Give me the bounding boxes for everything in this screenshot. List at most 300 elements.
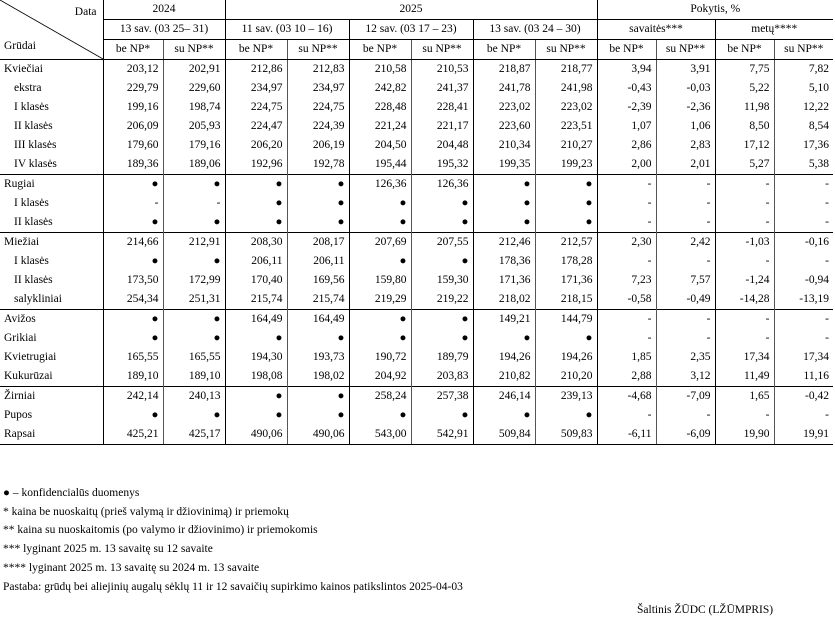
table-cell: ● — [535, 406, 597, 425]
table-cell: 218,77 — [535, 60, 597, 80]
table-cell: 194,26 — [535, 348, 597, 367]
table-cell: ● — [411, 406, 473, 425]
table-cell: 212,83 — [287, 60, 349, 80]
table-cell: 509,83 — [535, 425, 597, 445]
table-cell: 189,06 — [163, 155, 225, 175]
su-np-header: su NP** — [774, 40, 833, 60]
table-cell: 224,75 — [287, 98, 349, 117]
footnote: Pastaba: grūdų bei aliejinių augalų sėklų 11 ir 12 savaičių supirkimo kainos patikslintos 2025-04-03 — [3, 580, 463, 593]
table-cell: 8,50 — [715, 117, 774, 136]
row-label: Miežiai — [0, 233, 103, 253]
table-cell: 210,27 — [535, 136, 597, 155]
table-cell: ● — [473, 194, 535, 213]
table-cell: 17,12 — [715, 136, 774, 155]
table-cell: ● — [411, 252, 473, 271]
table-cell: ● — [287, 213, 349, 233]
row-label: II klasės — [14, 120, 53, 132]
table-cell: ● — [411, 194, 473, 213]
table-cell: 1,06 — [656, 117, 715, 136]
table-cell: - — [597, 329, 656, 348]
year-2025-header: 2025 — [225, 0, 597, 20]
table-cell: 215,74 — [225, 290, 287, 310]
row-label: Žirniai — [0, 387, 103, 407]
table-cell: - — [774, 406, 833, 425]
table-cell: ● — [225, 194, 287, 213]
table-cell: ● — [103, 175, 163, 195]
table-cell: 2,30 — [597, 233, 656, 253]
be-np-header: be NP* — [349, 40, 411, 60]
table-cell: 223,02 — [535, 98, 597, 117]
table-cell: ● — [163, 175, 225, 195]
table-cell: - — [597, 175, 656, 195]
table-cell: -0,16 — [774, 233, 833, 253]
table-cell: 229,79 — [103, 79, 163, 98]
table-cell: -6,09 — [656, 425, 715, 445]
row-label: I klasės — [14, 255, 49, 267]
table-cell: 12,22 — [774, 98, 833, 117]
table-cell: 192,78 — [287, 155, 349, 175]
table-cell: 212,57 — [535, 233, 597, 253]
table-cell: 223,51 — [535, 117, 597, 136]
table-cell: 126,36 — [349, 175, 411, 195]
table-cell: - — [715, 310, 774, 330]
table-cell: 228,48 — [349, 98, 411, 117]
row-label: Avižos — [0, 310, 103, 330]
table-cell: ● — [349, 310, 411, 330]
table-cell: 204,92 — [349, 367, 411, 387]
table-cell: 208,17 — [287, 233, 349, 253]
table-body — [0, 60, 833, 445]
row-label: Rapsai — [0, 425, 103, 445]
table-cell: - — [715, 329, 774, 348]
table-cell: 11,16 — [774, 367, 833, 387]
table-cell: 2,01 — [656, 155, 715, 175]
table-cell: 159,30 — [411, 271, 473, 290]
table-cell: - — [656, 175, 715, 195]
table-cell: ● — [473, 213, 535, 233]
table-cell: -1,24 — [715, 271, 774, 290]
table-cell: 241,98 — [535, 79, 597, 98]
table-cell: -2,39 — [597, 98, 656, 117]
table-cell: 144,79 — [535, 310, 597, 330]
table-cell: - — [656, 252, 715, 271]
table-cell: 258,24 — [349, 387, 411, 407]
table-cell: 207,69 — [349, 233, 411, 253]
table-cell: ● — [163, 406, 225, 425]
header-corner — [0, 0, 103, 60]
table-cell: 509,84 — [473, 425, 535, 445]
table-cell: 199,23 — [535, 155, 597, 175]
table-cell: - — [774, 252, 833, 271]
table-cell: 171,36 — [535, 271, 597, 290]
table-row — [0, 175, 833, 195]
table-cell: -0,94 — [774, 271, 833, 290]
table-cell: -7,09 — [656, 387, 715, 407]
table-cell: 425,21 — [103, 425, 163, 445]
table-cell: 212,46 — [473, 233, 535, 253]
table-cell: ● — [225, 213, 287, 233]
table-cell: 204,50 — [349, 136, 411, 155]
table-cell: 203,83 — [411, 367, 473, 387]
table-cell: 206,11 — [225, 252, 287, 271]
table-cell: ● — [349, 213, 411, 233]
table-cell: 210,82 — [473, 367, 535, 387]
table-cell: 193,73 — [287, 348, 349, 367]
week-header-13: 13 sav. (03 24 – 30) — [473, 20, 597, 40]
table-row — [0, 155, 833, 175]
row-label: Rugiai — [0, 175, 103, 195]
table-row — [0, 329, 833, 348]
table-cell: 241,78 — [473, 79, 535, 98]
table-cell: 218,02 — [473, 290, 535, 310]
su-np-header: su NP** — [287, 40, 349, 60]
table-cell: ● — [225, 406, 287, 425]
table-cell: 165,55 — [163, 348, 225, 367]
table-cell: ● — [103, 252, 163, 271]
table-cell: 2,88 — [597, 367, 656, 387]
table-cell: 242,82 — [349, 79, 411, 98]
table-cell: ● — [535, 213, 597, 233]
table-cell: 179,60 — [103, 136, 163, 155]
su-np-header: su NP** — [535, 40, 597, 60]
table-cell: 7,75 — [715, 60, 774, 80]
table-cell: ● — [287, 329, 349, 348]
table-cell: 212,86 — [225, 60, 287, 80]
table-cell: 206,20 — [225, 136, 287, 155]
table-cell: - — [656, 194, 715, 213]
table-cell: 2,35 — [656, 348, 715, 367]
row-label: I klasės — [14, 101, 49, 113]
table-row — [0, 425, 833, 445]
table-cell: - — [774, 175, 833, 195]
table-cell: 542,91 — [411, 425, 473, 445]
table-cell: 5,38 — [774, 155, 833, 175]
table-cell: 251,31 — [163, 290, 225, 310]
table-cell: -0,58 — [597, 290, 656, 310]
table-cell: 221,24 — [349, 117, 411, 136]
table-cell: 199,16 — [103, 98, 163, 117]
table-cell: ● — [349, 252, 411, 271]
table-cell: - — [774, 310, 833, 330]
table-cell: 210,34 — [473, 136, 535, 155]
table-cell: 490,06 — [225, 425, 287, 445]
table-cell: ● — [287, 194, 349, 213]
table-row — [0, 406, 833, 425]
table-cell: 169,56 — [287, 271, 349, 290]
row-label: ekstra — [14, 82, 42, 94]
table-row — [0, 60, 833, 80]
table-cell: - — [597, 213, 656, 233]
table-cell: 11,98 — [715, 98, 774, 117]
table-cell: 219,29 — [349, 290, 411, 310]
corner-data-label: Data — [74, 6, 97, 18]
table-cell: - — [715, 194, 774, 213]
table-cell: 224,47 — [225, 117, 287, 136]
table-cell: - — [163, 194, 225, 213]
table-cell: 1,85 — [597, 348, 656, 367]
np-header-row — [0, 40, 833, 60]
table-cell: 3,94 — [597, 60, 656, 80]
table-cell: - — [656, 310, 715, 330]
be-np-header: be NP* — [225, 40, 287, 60]
table-cell: 218,15 — [535, 290, 597, 310]
table-cell: ● — [535, 329, 597, 348]
table-cell: 171,36 — [473, 271, 535, 290]
table-cell: 126,36 — [411, 175, 473, 195]
table-cell: - — [103, 194, 163, 213]
table-cell: 189,10 — [163, 367, 225, 387]
week-header-2024: 13 sav. (03 25– 31) — [103, 20, 225, 40]
corner-grudai-label: Grūdai — [4, 40, 36, 52]
table-cell: ● — [411, 310, 473, 330]
be-np-header: be NP* — [103, 40, 163, 60]
change-header: Pokytis, % — [597, 0, 833, 20]
table-cell: 2,86 — [597, 136, 656, 155]
table-cell: ● — [103, 329, 163, 348]
table-cell: 221,17 — [411, 117, 473, 136]
table-row — [0, 348, 833, 367]
table-cell: 11,49 — [715, 367, 774, 387]
table-cell: ● — [225, 175, 287, 195]
footnote: *** lyginant 2025 m. 13 savaitę su 12 savaite — [3, 543, 213, 556]
table-cell: ● — [103, 310, 163, 330]
table-cell: 164,49 — [287, 310, 349, 330]
table-cell: 228,41 — [411, 98, 473, 117]
row-label: Grikiai — [4, 332, 37, 344]
table-cell: 1,65 — [715, 387, 774, 407]
week-header-12: 12 sav. (03 17 – 23) — [349, 20, 473, 40]
table-cell: - — [597, 194, 656, 213]
table-cell: 198,02 — [287, 367, 349, 387]
table-cell: 165,55 — [103, 348, 163, 367]
table-cell: 206,19 — [287, 136, 349, 155]
table-cell: ● — [163, 329, 225, 348]
be-np-header: be NP* — [473, 40, 535, 60]
table-cell: ● — [473, 175, 535, 195]
table-cell: - — [656, 213, 715, 233]
footnote: ● – konfidencialūs duomenys — [3, 487, 140, 499]
table-cell: 240,13 — [163, 387, 225, 407]
table-cell: 159,80 — [349, 271, 411, 290]
table-cell: 203,12 — [103, 60, 163, 80]
table-cell: 189,10 — [103, 367, 163, 387]
year-change-header: metų**** — [715, 20, 833, 40]
table-cell: -14,28 — [715, 290, 774, 310]
table-cell: 190,72 — [349, 348, 411, 367]
table-cell: 218,87 — [473, 60, 535, 80]
footnote: ** kaina su nuoskaitomis (po valymo ir džiovinimo) ir priemokomis — [3, 524, 318, 537]
table-cell: 223,60 — [473, 117, 535, 136]
table-cell: ● — [225, 329, 287, 348]
table-cell: 234,97 — [225, 79, 287, 98]
row-label: IV klasės — [14, 158, 57, 170]
table-cell: -4,68 — [597, 387, 656, 407]
week-header-11: 11 sav. (03 10 – 16) — [225, 20, 349, 40]
table-cell: 212,91 — [163, 233, 225, 253]
su-np-header: su NP** — [656, 40, 715, 60]
table-cell: 210,53 — [411, 60, 473, 80]
table-row — [0, 213, 833, 233]
table-cell: 195,32 — [411, 155, 473, 175]
table-cell: 17,34 — [715, 348, 774, 367]
table-cell: - — [715, 213, 774, 233]
table-cell: 205,93 — [163, 117, 225, 136]
table-cell: 198,08 — [225, 367, 287, 387]
table-cell: - — [774, 213, 833, 233]
table-cell: 229,60 — [163, 79, 225, 98]
table-cell: 241,37 — [411, 79, 473, 98]
table-cell: 189,79 — [411, 348, 473, 367]
su-np-header: su NP** — [163, 40, 225, 60]
table-cell: 192,96 — [225, 155, 287, 175]
table-cell: 170,40 — [225, 271, 287, 290]
table-cell: 199,35 — [473, 155, 535, 175]
source-note: Šaltinis ŽŪDC (LŽŪMPRIS) — [637, 604, 774, 616]
row-label: I klasės — [14, 197, 49, 209]
table-cell: 425,17 — [163, 425, 225, 445]
footnote: * kaina be nuoskaitų (prieš valymą ir džiovinimą) ir priemokų — [3, 505, 289, 518]
table-cell: 223,02 — [473, 98, 535, 117]
footnote: **** lyginant 2025 m. 13 savaitę su 2024 m. 13 savaite — [3, 561, 260, 574]
table-cell: 2,00 — [597, 155, 656, 175]
table-row — [0, 271, 833, 290]
table-cell: 204,48 — [411, 136, 473, 155]
table-row — [0, 310, 833, 330]
table-cell: 257,38 — [411, 387, 473, 407]
table-cell: 8,54 — [774, 117, 833, 136]
table-cell: 19,91 — [774, 425, 833, 445]
table-cell: ● — [163, 213, 225, 233]
su-np-header: su NP** — [411, 40, 473, 60]
table-cell: 234,97 — [287, 79, 349, 98]
table-cell: 194,26 — [473, 348, 535, 367]
table-cell: ● — [411, 213, 473, 233]
table-cell: 210,58 — [349, 60, 411, 80]
week-change-header: savaitės*** — [597, 20, 715, 40]
table-cell: 7,82 — [774, 60, 833, 80]
table-row — [0, 290, 833, 310]
table-cell: 5,27 — [715, 155, 774, 175]
table-cell: -6,11 — [597, 425, 656, 445]
table-cell: 219,22 — [411, 290, 473, 310]
table-cell: - — [656, 329, 715, 348]
table-cell: -1,03 — [715, 233, 774, 253]
row-label: II klasės — [14, 216, 53, 228]
table-cell: -0,03 — [656, 79, 715, 98]
table-cell: 207,55 — [411, 233, 473, 253]
table-cell: 490,06 — [287, 425, 349, 445]
table-cell: 210,20 — [535, 367, 597, 387]
table-cell: 17,36 — [774, 136, 833, 155]
table-cell: 214,66 — [103, 233, 163, 253]
table-cell: ● — [163, 252, 225, 271]
table-cell: ● — [349, 406, 411, 425]
table-cell: 2,42 — [656, 233, 715, 253]
table-cell: 7,57 — [656, 271, 715, 290]
table-cell: 7,23 — [597, 271, 656, 290]
table-cell: 1,07 — [597, 117, 656, 136]
table-cell: ● — [287, 406, 349, 425]
table-cell: - — [715, 406, 774, 425]
table-cell: 198,74 — [163, 98, 225, 117]
table-cell: 202,91 — [163, 60, 225, 80]
table-cell: -0,43 — [597, 79, 656, 98]
row-label: II klasės — [14, 274, 53, 286]
table-cell: - — [715, 252, 774, 271]
table-cell: 189,36 — [103, 155, 163, 175]
table-cell: 208,30 — [225, 233, 287, 253]
table-cell: ● — [103, 213, 163, 233]
table-cell: -0,49 — [656, 290, 715, 310]
table-cell: 179,16 — [163, 136, 225, 155]
table-cell: ● — [163, 310, 225, 330]
table-cell: 254,34 — [103, 290, 163, 310]
table-cell: 242,14 — [103, 387, 163, 407]
table-row — [0, 252, 833, 271]
row-label: Kukurūzai — [4, 370, 53, 382]
be-np-header: be NP* — [715, 40, 774, 60]
table-cell: 149,21 — [473, 310, 535, 330]
table-cell: - — [656, 406, 715, 425]
table-cell: - — [715, 175, 774, 195]
table-cell: 206,09 — [103, 117, 163, 136]
table-cell: ● — [473, 406, 535, 425]
be-np-header: be NP* — [597, 40, 656, 60]
table-cell: -2,36 — [656, 98, 715, 117]
table-cell: - — [774, 194, 833, 213]
row-label: salykliniai — [14, 293, 62, 305]
table-cell: 178,28 — [535, 252, 597, 271]
table-cell: 195,44 — [349, 155, 411, 175]
table-cell: 164,49 — [225, 310, 287, 330]
table-cell: 19,90 — [715, 425, 774, 445]
table-cell: - — [597, 310, 656, 330]
table-cell: - — [597, 252, 656, 271]
table-cell: - — [774, 329, 833, 348]
row-label: Kviečiai — [4, 63, 43, 75]
row-label: III klasės — [14, 139, 57, 151]
table-row — [0, 194, 833, 213]
table-cell: 3,12 — [656, 367, 715, 387]
table-cell: -13,19 — [774, 290, 833, 310]
table-cell: 246,14 — [473, 387, 535, 407]
table-cell: 224,39 — [287, 117, 349, 136]
table-cell: 239,13 — [535, 387, 597, 407]
table-cell: ● — [103, 406, 163, 425]
table-cell: 5,22 — [715, 79, 774, 98]
table-cell: 178,36 — [473, 252, 535, 271]
table-cell: ● — [349, 329, 411, 348]
table-cell: ● — [535, 175, 597, 195]
row-label: Kvietrugiai — [4, 351, 57, 363]
table-cell: 206,11 — [287, 252, 349, 271]
row-label: Pupos — [4, 409, 33, 421]
table-cell: ● — [535, 194, 597, 213]
table-row — [0, 98, 833, 117]
table-cell: 2,83 — [656, 136, 715, 155]
table-cell: ● — [473, 329, 535, 348]
table-cell: 543,00 — [349, 425, 411, 445]
year-2024-header: 2024 — [103, 0, 225, 20]
table-row — [0, 117, 833, 136]
table-row — [0, 233, 833, 253]
table-cell: ● — [287, 175, 349, 195]
table-cell: 3,91 — [656, 60, 715, 80]
table-cell: 172,99 — [163, 271, 225, 290]
table-row — [0, 79, 833, 98]
table-cell: -0,42 — [774, 387, 833, 407]
footnotes — [3, 484, 463, 596]
